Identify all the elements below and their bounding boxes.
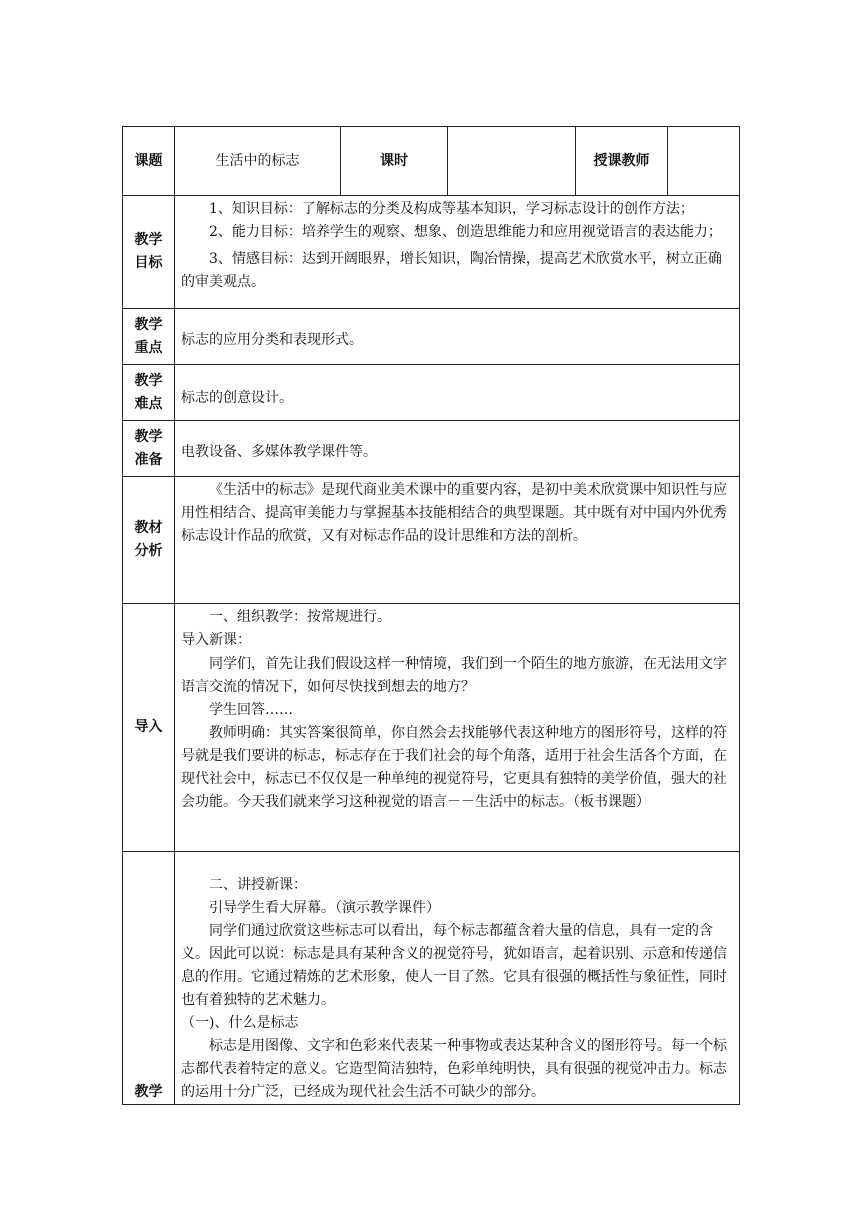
- teaching-p3: 同学们通过欣赏这些标志可以看出，每个标志都蕴含着大量的信息，具有一定的含义。因此可以说：标志是具有某种含义的视觉符号，犹如语言，起着识别、示意和传递信息的作用。它通过精炼的艺术形象，使人一目了然。它具有很强的概括性与象征性，同时也有着独特的艺术魅力。: [181, 923, 727, 1008]
- analysis-label: 教材 分析: [123, 477, 175, 604]
- difficulties-label: 教学 难点: [123, 365, 175, 421]
- objectives-content: [175, 196, 740, 309]
- lesson-plan-table: [122, 126, 740, 1105]
- intro-label: 导入: [123, 604, 175, 852]
- topic-value: 生活中的标志: [175, 127, 341, 196]
- key-points-content: 标志的应用分类和表现形式。: [175, 309, 740, 365]
- teacher-label: 授课教师: [576, 127, 668, 196]
- difficulties-row: [123, 365, 740, 421]
- objective-emotion: 3、情感目标：达到开阔眼界，增长知识，陶冶情操，提高艺术欣赏水平，树立正确的审美观点。: [181, 251, 722, 290]
- intro-p2: 导入新课：: [181, 632, 251, 648]
- preparation-content: 电教设备、多媒体教学课件等。: [175, 421, 740, 477]
- header-row: [123, 127, 740, 196]
- analysis-row: [123, 477, 740, 604]
- intro-p5: 教师明确：其实答案很简单，你自然会去找能够代表这种地方的图形符号，这样的符号就是我们要讲的标志，标志存在于我们社会的每个角落，适用于社会生活各个方面，在现代社会中，标志已不仅仅是一种单纯的视觉符号，它更具有独特的美学价值，强大的社会功能。今天我们就来学习这种视觉的语言－－生活中的标志。（板书课题）: [181, 725, 727, 810]
- intro-p3: 同学们，首先让我们假设这样一种情境，我们到一个陌生的地方旅游，在无法用文字语言交流的情况下，如何尽快找到想去的地方？: [181, 656, 727, 695]
- teaching-label: 教学: [123, 852, 175, 1105]
- teacher-value: [668, 127, 740, 196]
- intro-p1: 一、组织教学：按常规进行。: [209, 609, 391, 625]
- period-value: [448, 127, 576, 196]
- objective-ability: 2、能力目标：培养学生的观察、想象、创造思维能力和应用视觉语言的表达能力；: [209, 224, 722, 240]
- teaching-p1: 二、讲授新课：: [209, 877, 307, 893]
- period-label: 课时: [341, 127, 448, 196]
- teaching-row: [123, 852, 740, 1105]
- intro-p4: 学生回答……: [209, 702, 293, 718]
- key-points-label: 教学 重点: [123, 309, 175, 365]
- teaching-p4: （一)、什么是标志: [181, 1015, 299, 1031]
- objective-knowledge: 1、知识目标：了解标志的分类及构成等基本知识，学习标志设计的创作方法；: [209, 201, 694, 217]
- difficulties-content: 标志的创意设计。: [175, 365, 740, 421]
- analysis-text: 《生活中的标志》是现代商业美术课中的重要内容，是初中美术欣赏课中知识性与应用性相结合、提高审美能力与掌握基本技能相结合的典型课题。其中既有对中国内外优秀标志设计作品的欣赏，又有对标志作品的设计思维和方法的剖析。: [181, 482, 727, 544]
- teaching-p2: 引导学生看大屏幕。（演示教学课件）: [209, 900, 440, 916]
- intro-row: [123, 604, 740, 852]
- teaching-content: [175, 852, 740, 1105]
- intro-content: [175, 604, 740, 852]
- preparation-label: 教学 准备: [123, 421, 175, 477]
- objectives-row: [123, 196, 740, 309]
- preparation-row: [123, 421, 740, 477]
- objectives-label: 教学 目标: [123, 196, 175, 309]
- topic-label: 课题: [123, 127, 175, 196]
- teaching-p5: 标志是用图像、文字和色彩来代表某一种事物或表达某种含义的图形符号。每一个标志都代表着特定的意义。它造型简洁独特，色彩单纯明快，具有很强的视觉冲击力。标志的运用十分广泛，已经成为现代社会生活不可缺少的部分。: [181, 1038, 727, 1100]
- analysis-content: [175, 477, 740, 604]
- key-points-row: [123, 309, 740, 365]
